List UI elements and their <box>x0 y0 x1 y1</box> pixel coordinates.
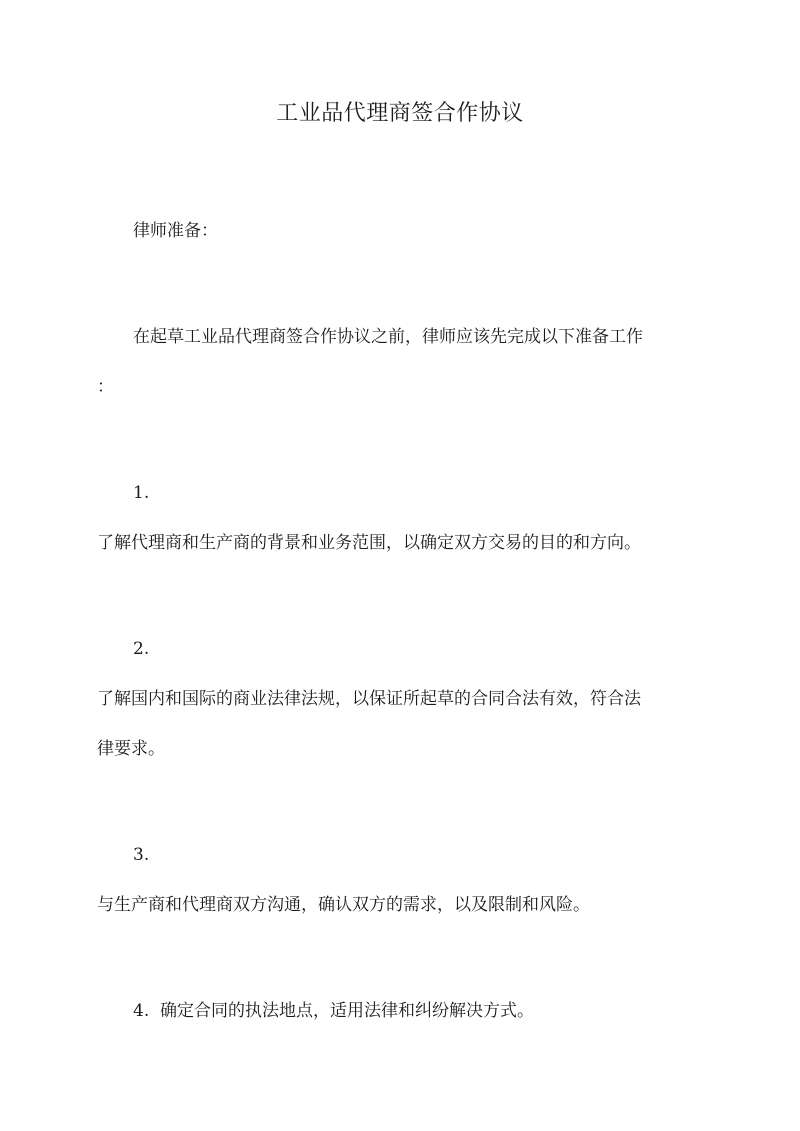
list-item-number: 4. <box>133 1001 150 1021</box>
list-item-text: 了解代理商和生产商的背景和业务范围，以确定双方交易的目的和方向。 <box>97 533 641 553</box>
list-item-text: 确定合同的执法地点，适用法律和纠纷解决方式。 <box>160 1001 535 1021</box>
document-title: 工业品代理商签合作协议 <box>276 101 524 126</box>
section-heading: 律师准备： <box>133 221 218 241</box>
list-item-text: 律要求。 <box>97 739 165 759</box>
list-item-text: 了解国内和国际的商业法律法规，以保证所起草的合同合法有效，符合法 <box>97 689 641 709</box>
list-item-text: 与生产商和代理商双方沟通，确认双方的需求，以及限制和风险。 <box>97 895 590 915</box>
intro-paragraph-line-2: ： <box>97 377 114 397</box>
list-item-number: 2. <box>133 639 150 659</box>
list-item-number: 3. <box>133 845 150 865</box>
list-item-number: 1. <box>133 483 150 503</box>
intro-paragraph-line-1: 在起草工业品代理商签合作协议之前，律师应该先完成以下准备工作 <box>133 327 643 347</box>
list-item <box>133 998 534 1024</box>
